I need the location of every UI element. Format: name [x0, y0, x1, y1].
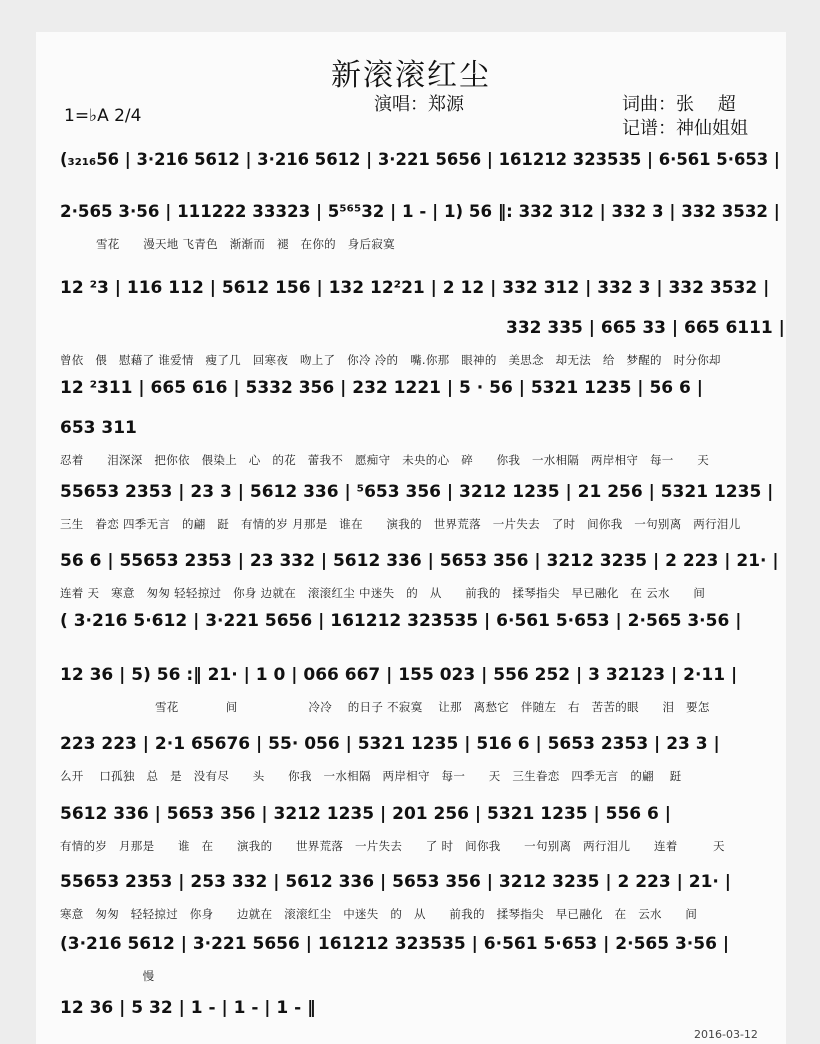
score-notes-row: 12 36 | 5 32 | 1 - | 1 - | 1 - ‖: [60, 998, 316, 1018]
lyrics-line: 么开 口孤独 总 是 没有尽 头 你我 一水相隔 两岸相守 每一 天 三生眷恋 四季无言 的翩 跹: [60, 769, 682, 783]
date-stamp: 2016-03-12: [694, 1028, 758, 1041]
transcriber-credit: 记谱：神仙姐姐: [622, 118, 748, 139]
score-notes-row: (3·216 5612 | 3·221 5656 | 161212 323535 | 6·561 5·653 | 2·565 3·56 |: [60, 934, 730, 954]
score-notes-subrow: 653 311: [60, 418, 137, 438]
lyrics-line: 连着 天 寒意 匆匆 轻轻掠过 你身 边就在 滚滚红尘 中迷失 的 从 前我的 揉琴指尖 早已融化 在 云水 间: [60, 586, 706, 600]
lyrics-line: 雪花 间 冷冷 的日子 不寂寞 让那 离愁它 伴随左 右 苦苦的眼 泪 要怎: [96, 700, 710, 714]
score-sheet: [36, 32, 786, 1044]
lyrics-line: 寒意 匆匆 轻轻掠过 你身 边就在 滚滚红尘 中迷失 的 从 前我的 揉琴指尖 早已融化 在 云水 间: [60, 907, 698, 921]
composer-credit: 词曲：张 超: [622, 94, 736, 115]
score-notes-row: 56 6 | 55653 2353 | 23 332 | 5612 336 | 5653 356 | 3212 3235 | 2 223 | 21· |: [60, 551, 779, 571]
score-notes-row: 2·565 3·56 | 111222 33323 | 5⁵⁶⁵32 | 1 - | 1) 56 ‖: 332 312 | 332 3 | 332 3532 |: [60, 202, 780, 222]
lyrics-line: 曾依 偎 慰藉了 谁爱情 瘦了几 回寒夜 吻上了 你冷 冷的 嘴.你那 眼神的 美思念 却无法 给 梦醒的 时分你却: [60, 353, 721, 367]
score-notes-row: 223 223 | 2·1 65676 | 55· 056 | 5321 1235 | 516 6 | 5653 2353 | 23 3 |: [60, 734, 720, 754]
singer-credit: 演唱：郑源: [374, 94, 464, 115]
score-notes-row: 55653 2353 | 23 3 | 5612 336 | ⁵653 356 | 3212 1235 | 21 256 | 5321 1235 |: [60, 482, 774, 502]
key-signature: 1=♭A 2/4: [64, 106, 142, 126]
score-notes-row: ( 3·216 5·612 | 3·221 5656 | 161212 323535 | 6·561 5·653 | 2·565 3·56 |: [60, 611, 742, 631]
lyrics-line: 慢: [60, 969, 155, 983]
lyrics-line: 忍着 泪深深 把你依 偎染上 心 的花 蕾我不 愿痴守 未央的心 碎 你我 一水相隔 两岸相守 每一 天: [60, 453, 709, 467]
score-notes-row: 12 ²311 | 665 616 | 5332 356 | 232 1221 | 5 · 56 | 5321 1235 | 56 6 |: [60, 378, 703, 398]
song-title: 新滚滚红尘: [331, 58, 491, 93]
score-notes-row: 12 ²3 | 116 112 | 5612 156 | 132 12²21 | 2 12 | 332 312 | 332 3 | 332 3532 |: [60, 278, 770, 298]
lyrics-line: 三生 眷恋 四季无言 的翩 跹 有情的岁 月那是 谁在 演我的 世界荒落 一片失去 了时 间你我 一句别离 两行泪儿: [60, 517, 741, 531]
score-notes-row: 55653 2353 | 253 332 | 5612 336 | 5653 356 | 3212 3235 | 2 223 | 21· |: [60, 872, 732, 892]
score-notes-subrow: 332 335 | 665 33 | 665 6111 |: [506, 318, 785, 338]
score-notes-row: 5612 336 | 5653 356 | 3212 1235 | 201 256 | 5321 1235 | 556 6 |: [60, 804, 672, 824]
lyrics-line: 雪花 漫天地 飞青色 渐渐而 褪 在你的 身后寂寞: [96, 237, 395, 251]
score-notes-row: (₃₂₁₆56 | 3·216 5612 | 3·216 5612 | 3·221 5656 | 161212 323535 | 6·561 5·653 |: [60, 150, 780, 170]
lyrics-line: 有情的岁 月那是 谁 在 演我的 世界荒落 一片失去 了 时 间你我 一句别离 两行泪儿 连着 天: [60, 839, 725, 853]
score-notes-row: 12 36 | 5) 56 :‖ 21· | 1 0 | 066 667 | 155 023 | 556 252 | 3 32123 | 2·11 |: [60, 665, 738, 685]
